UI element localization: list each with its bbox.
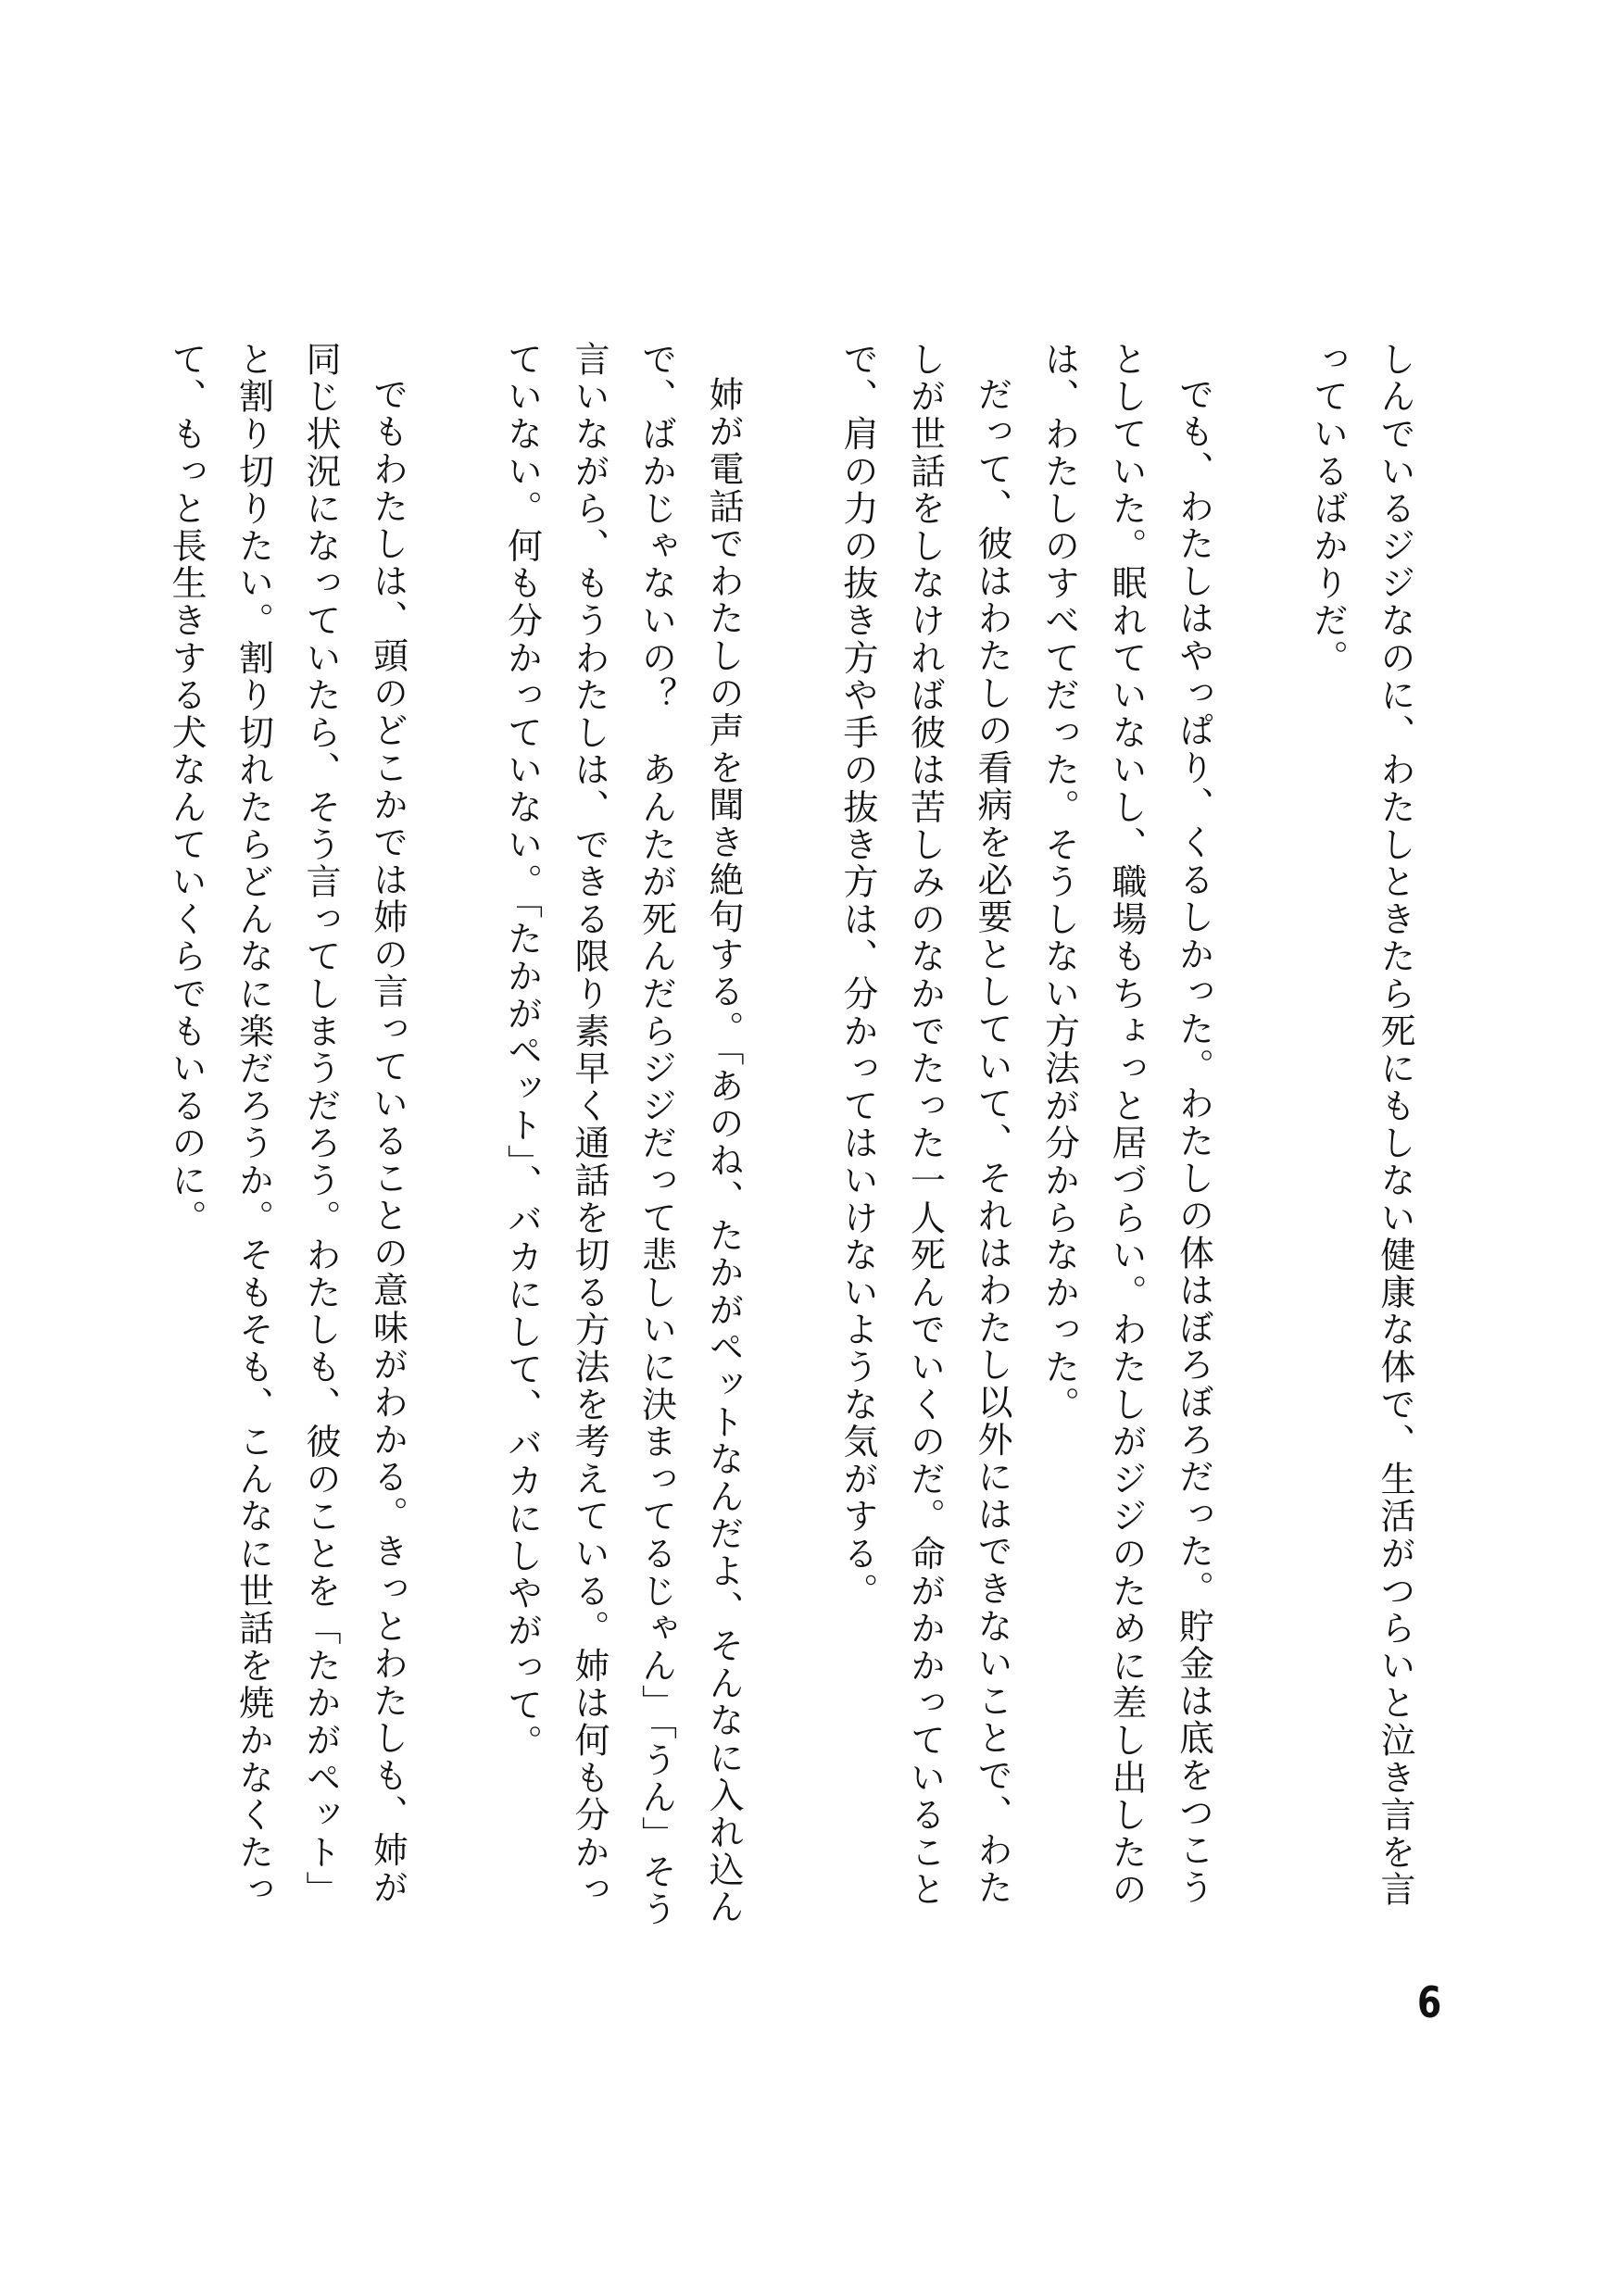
vertical-text-body — [141, 341, 1428, 1943]
paragraph-spacer — [421, 341, 489, 1943]
paragraph-4: 姉が電話でわたしの声を聞き絶句する。「あのね、たかがペットなんだよ、そんなに入れ込んで、ばかじゃないの？ あんたが死んだらジジだって悲しいに決まってるじゃん」「うん」そう言いながら、もうわたしは、できる限り素早く通話を切る方法を考えている。姉は何も分かっていない。何も分かっていない。「たかがペット」、バカにして、バカにしやがって。 — [501, 341, 744, 1928]
paragraph-5: でもわたしは、頭のどこかでは姉の言っていることの意味がわかる。きっとわたしも、姉が同じ状況になっていたら、そう言ってしまうだろう。わたしも、彼のことを「たかがペット」と割り切りたい。割り切れたらどんなに楽だろうか。そもそも、こんなに世話を焼かなくたって、もっと長生きする犬なんていくらでもいるのに。 — [166, 341, 408, 1909]
paragraph-spacer — [1227, 341, 1295, 1943]
paragraph-spacer — [757, 341, 824, 1943]
paragraph-1: しんでいるジジなのに、わたしときたら死にもしない健康な体で、生活がつらいと泣き言を言っているばかりだ。 — [1307, 341, 1415, 1909]
page-number: 6 — [1417, 1977, 1443, 2027]
paragraph-3: だって、彼はわたしの看病を必要としていて、それはわたし以外にはできないことで、わたしが世話をしなければ彼は苦しみのなかでたった一人死んでいくのだ。命がかかっていることで、肩の力の抜き方や手の抜き方は、分かってはいけないような気がする。 — [837, 341, 1012, 1909]
paragraph-2: でも、わたしはやっぱり、くるしかった。わたしの体はぼろぼろだった。貯金は底をつこうとしていた。眠れていないし、職場もちょっと居づらい。わたしがジジのために差し出したのは、わたしのすべてだった。そうしない方法が分からなかった。 — [1038, 341, 1214, 1909]
